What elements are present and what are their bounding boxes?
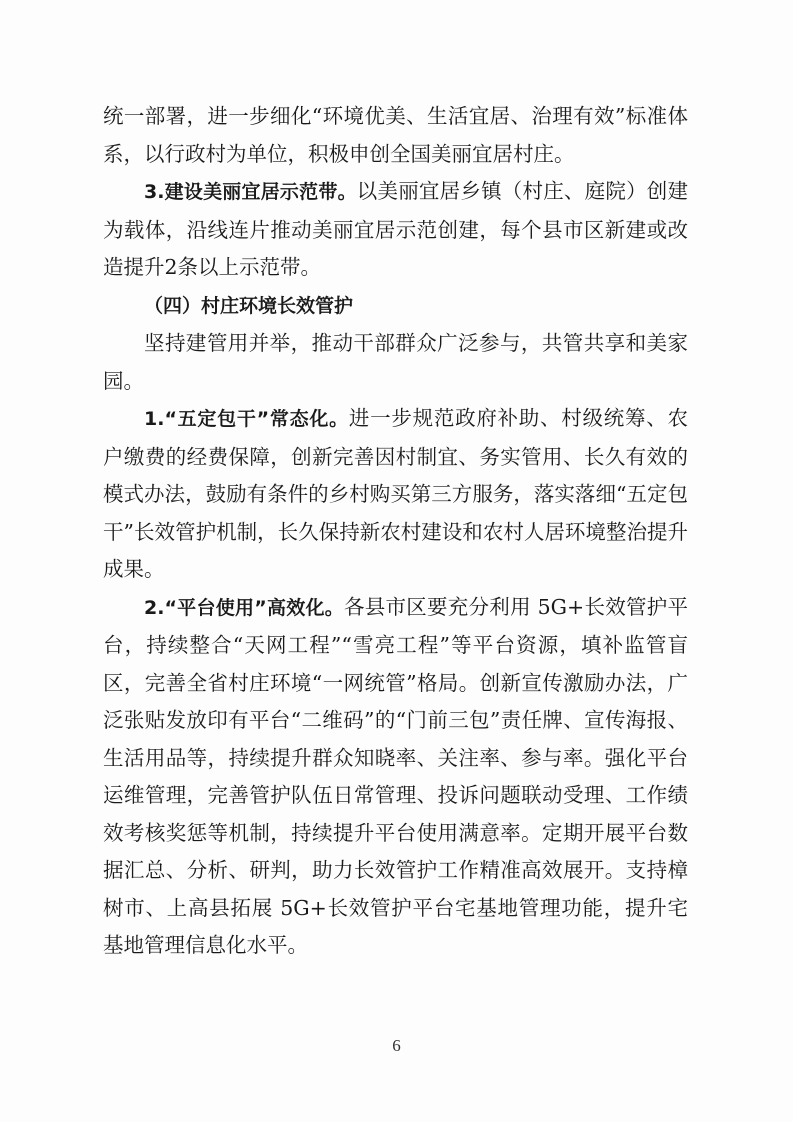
paragraph-text: 坚持建管用并举，推动干部群众广泛参与，共管共享和美家园。 <box>103 331 688 393</box>
section-heading <box>103 287 688 326</box>
page-number: 6 <box>392 1036 401 1055</box>
paragraph-text: 统一部署，进一步细化“环境优美、生活宜居、治理有效”标准体系，以行政村为单位，积极申创全国美丽宜居村庄。 <box>103 104 688 166</box>
paragraph-five-contracting <box>103 400 688 589</box>
paragraph-demonstration-belt <box>103 173 688 287</box>
paragraph-text: 各县市区要充分利用 5G+长效管护平台，持续整合“天网工程”“雪亮工程”等平台资源，填补监管盲区，完善全省村庄环境“一网统管”格局。创新宣传激励办法，广泛张贴发放印有平台“二维码”的“门前三包”责任牌、宣传海报、生活用品等，持续提升群众知晓率、关注率、参与率。强化平台运维管理，完善管护队伍日常管理、投诉问题联动受理、工作绩效考核奖惩等机制，持续提升平台使用满意率。定期开展平台数据汇总、分析、研判，助力长效管护工作精准高效展开。支持樟树市、上高县拓展 5G+长效管护平台宅基地管理功能，提升宅基地管理信息化水平。 <box>103 594 688 957</box>
paragraph-text: 进一步规范政府补助、村级统筹、农户缴费的经费保障，创新完善因村制宜、务实管用、长久有效的模式办法，鼓励有条件的乡村购买第三方服务，落实落细“五定包干”长效管护机制，长久保持新农村建设和农村人居环境整治提升成果。 <box>103 406 689 581</box>
paragraph-lead-title: 3.建设美丽宜居示范带。 <box>144 181 357 203</box>
paragraph-lead-title: 2.“平台使用”高效化。 <box>144 596 344 619</box>
paragraph-lead-title: 1.“五定包干”常态化。 <box>144 408 349 430</box>
paragraph-intro <box>103 325 688 400</box>
paragraph-platform-usage <box>103 589 688 965</box>
paragraph-continuation <box>103 98 688 173</box>
section-heading-text: （四）村庄环境长效管护 <box>144 294 354 317</box>
paragraph-text: 以美丽宜居乡镇（村庄、庭院）创建为载体，沿线连片推动美丽宜居示范创建，每个县市区新建或改造提升2条以上示范带。 <box>103 179 688 279</box>
document-body <box>103 98 688 965</box>
